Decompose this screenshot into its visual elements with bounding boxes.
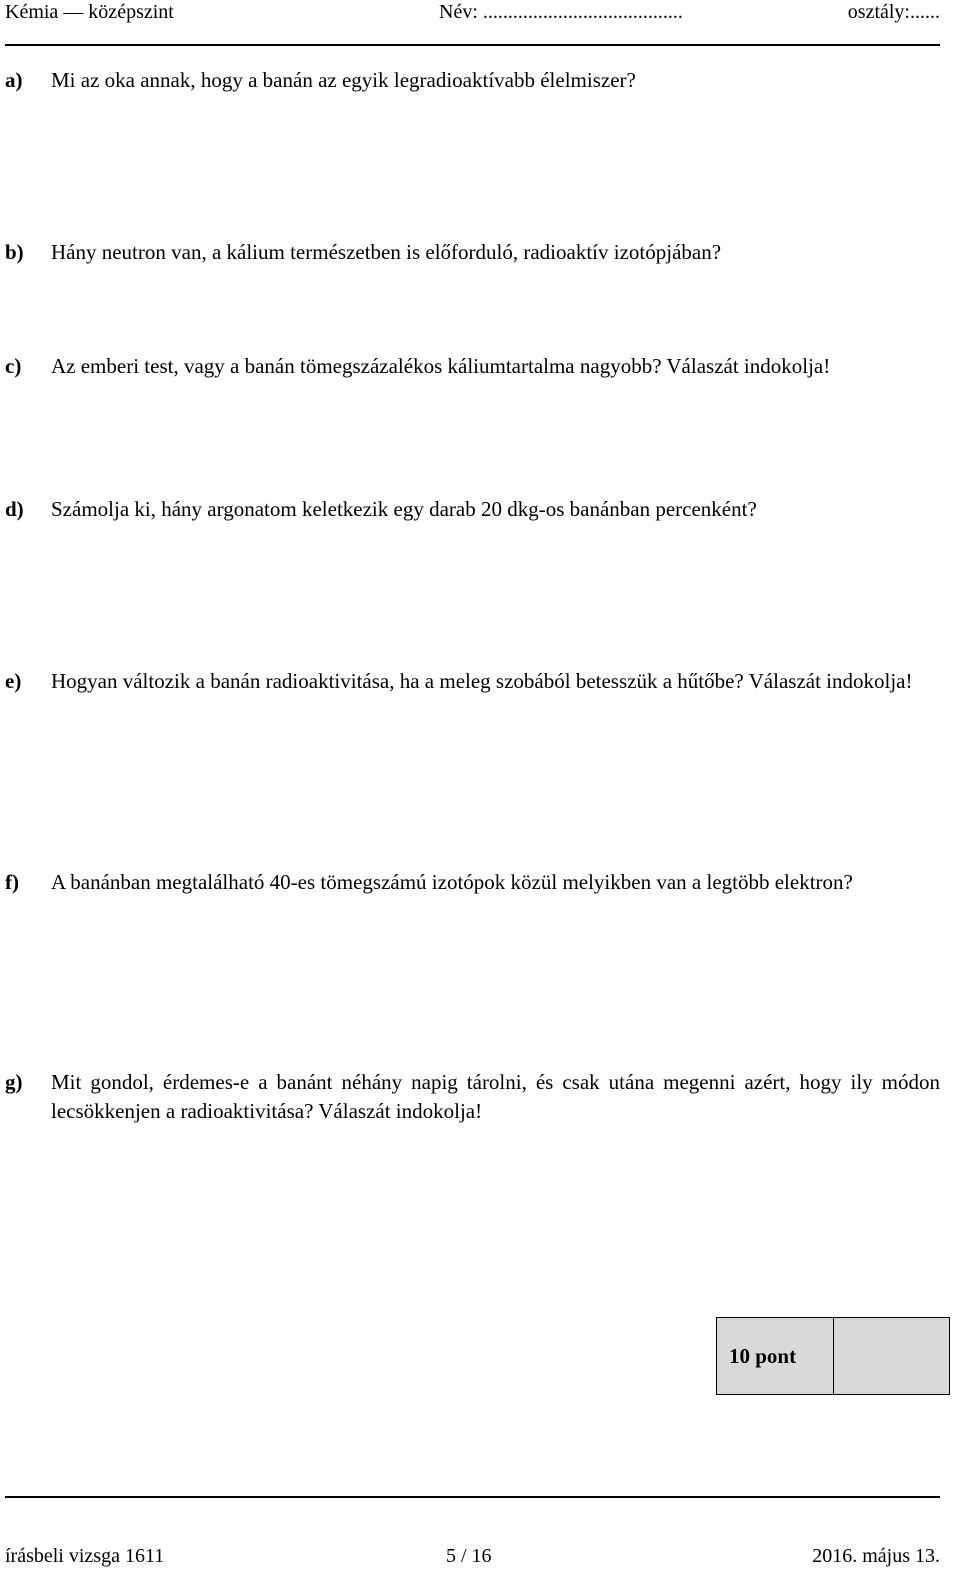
question-label: e): [5, 669, 22, 693]
question-text: Az emberi test, vagy a banán tömegszázalékos káliumtartalma nagyobb? Válaszát indokolja!: [51, 354, 831, 378]
exam-id: írásbeli vizsga 1611: [5, 1545, 165, 1567]
page-number: 5 / 16: [446, 1545, 492, 1567]
footer-divider: [5, 1496, 940, 1498]
question-text: Számolja ki, hány argonatom keletkezik egy darab 20 dkg-os banánban percenként?: [51, 497, 757, 521]
question-text: Hány neutron van, a kálium természetben is előforduló, radioaktív izotópjában?: [51, 240, 722, 264]
score-box: [716, 1317, 950, 1395]
question-text: Hogyan változik a banán radioaktivitása, ha a meleg szobából betesszük a hűtőbe? Válaszát indokolja!: [51, 669, 913, 693]
exam-date: 2016. május 13.: [812, 1545, 940, 1567]
question-f: [5, 868, 940, 897]
question-label: g): [5, 1070, 23, 1094]
question-text: A banánban megtalálható 40-es tömegszámú izotópok közül melyikben van a legtöbb elektron?: [51, 870, 853, 894]
page-footer: [5, 1543, 940, 1569]
class-field: osztály:......: [847, 1, 940, 23]
question-c: [5, 352, 940, 381]
question-e: [5, 667, 940, 696]
question-b: [5, 238, 940, 267]
name-field: Név: ........................................: [439, 1, 683, 23]
question-label: a): [5, 68, 23, 92]
page-header: [5, 0, 940, 24]
question-label: f): [5, 870, 19, 894]
subject-title: Kémia — középszint: [5, 1, 174, 23]
question-text: Mit gondol, érdemes-e a banánt néhány napig tárolni, és csak utána megenni azért, hogy ily módon lecsökkenjen a radioaktivitása? Válaszát indokolja!: [51, 1070, 940, 1123]
header-divider: [5, 44, 940, 46]
question-label: b): [5, 240, 24, 264]
score-label: 10 pont: [717, 1318, 834, 1394]
question-label: d): [5, 497, 24, 521]
question-label: c): [5, 354, 22, 378]
question-text: Mi az oka annak, hogy a banán az egyik legradioaktívabb élelmiszer?: [51, 68, 636, 92]
question-d: [5, 495, 940, 524]
question-a: [5, 66, 940, 95]
question-g: [5, 1068, 940, 1125]
score-value-cell: [834, 1318, 949, 1394]
